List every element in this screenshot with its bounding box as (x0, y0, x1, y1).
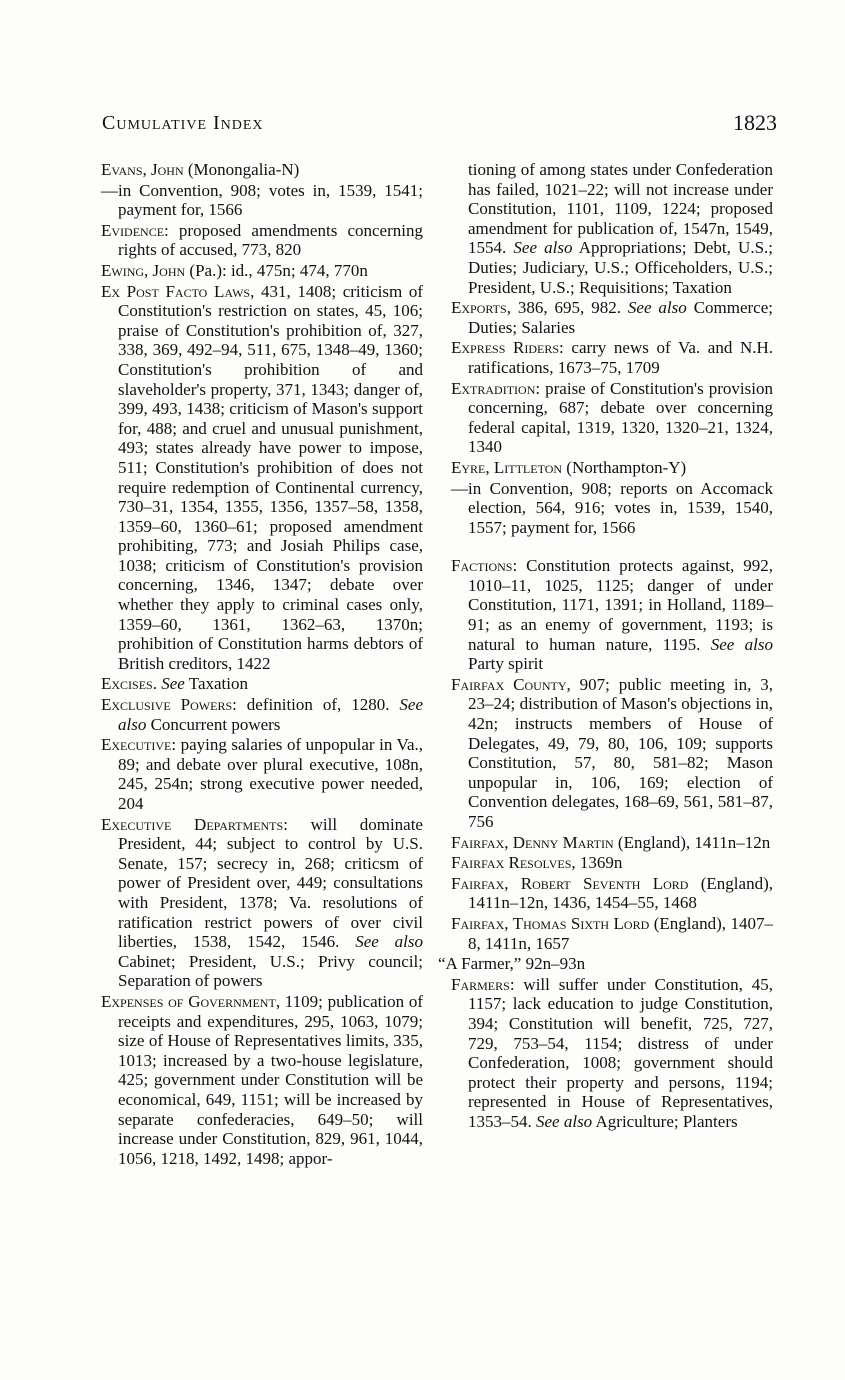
index-subentry: —in Convention, 908; reports on Accomack election, 564, 916; votes in, 1539, 1540, 1557; payment for, 1566 (451, 478, 773, 537)
index-entry: Farmers: will suffer under Constitution, 45, 1157; lack education to judge Constitution, 394; Constitution will benefit, 725, 727, 729, 753–54, 1154; distress of under Confederation, 1008; government should protect their property and persons, 1194; represented in House of Representatives, 1353–54. See also Agriculture; Planters (451, 974, 773, 1131)
index-entry: Fairfax Resolves, 1369n (451, 853, 623, 873)
index-entry: Fairfax, Robert Seventh Lord (England), 1411n–12n, 1436, 1454–55, 1468 (451, 873, 773, 913)
index-entry: Exclusive Powers: definition of, 1280. See also Concurrent powers (101, 695, 424, 734)
index-entry: Fairfax County, 907; public meeting in, 3, 23–24; distribution of Mason's objections in, 42n; instructs members of House of Delegates, 49, 79, 80, 106, 109; supports Constitution, 57, 80, 581–82; Mason unpopular in, 106, 169; election of Convention delegates, 168–69, 561, 581–87, 756 (451, 674, 773, 831)
index-entry: Excises. See Taxation (101, 674, 249, 694)
index-entry: Executive Departments: will dominate President, 44; subject to control by U.S. Senate, 157; secrecy in, 268; criticsm of power of President over, 449; consultations with President, 1378; Va. resolutions of ratification restrict powers of over civil liberties, 1538, 1542, 1546. See also Cabinet; President, U.S.; Privy council; Separation of powers (101, 814, 423, 991)
index-entry: Ex Post Facto Laws, 431, 1408; criticism of Constitution's restriction on states, 45, 106; praise of Constitution's prohibition of, 327, 338, 369, 492–94, 511, 675, 1348–49, 1360; Constitution's prohibition of and slaveholder's property, 371, 1343; danger of, 399, 493, 1438; criticism of Mason's support for, 488; and cruel and unusual punishment, 493; states already have power to impose, 511; Constitution's prohibition of does not require redemption of Continental currency, 730–31, 1354, 1355, 1356, 1357–58, 1358, 1359–60, 1360–61; proposed amendment prohibiting, 773; and Josiah Philips case, 1038; criticism of Constitution's provision concerning, 1346, 1347; debate over whether they apply to criminal cases only, 1359–60, 1361, 1362–63, 1370n; prohibition of Constitution harms debtors of British creditors, 1422 (101, 281, 423, 673)
index-entry: Evans, John (Monongalia-N) (101, 160, 300, 179)
index-subentry: —in Convention, 908; votes in, 1539, 1541; payment for, 1566 (101, 180, 423, 220)
index-entry: Fairfax, Thomas Sixth Lord (England), 1407–8, 1411n, 1657 (451, 913, 773, 953)
index-entry: Extradition: praise of Constitution's provision concerning, 687; debate over concerning federal capital, 1319, 1320, 1320–21, 1324, 1340 (451, 378, 773, 457)
running-head: Cumulative Index (102, 112, 264, 134)
index-column-right (438, 160, 774, 1133)
index-entry: Executive: paying salaries of unpopular in Va., 89; and debate over plural executive, 108n, 245, 254n; strong executive power needed, 204 (101, 735, 423, 813)
index-entry-continuation: tioning of among states under Confederation has failed, 1021–22; will not increase under Constitution, 1101, 1109, 1224; proposed amendment for publication of, 1547n, 1549, 1554. See also Appropriations; Debt, U.S.; Duties; Judiciary, U.S.; Officeholders, U.S.; President, U.S.; Requisitions; Taxation (468, 160, 774, 297)
index-entry: Evidence: proposed amendments concerning rights of accused, 773, 820 (101, 220, 423, 260)
index-entry: Expenses of Government, 1109; publication of receipts and expenditures, 295, 1063, 1079; size of House of Representatives limits, 335, 1013; increased by a two-house legislature, 425; government under Constitution will be economical, 649, 1151; will be increased by separate confederacies, 649–50; will increase under Constitution, 829, 961, 1044, 1056, 1218, 1492, 1498; appor- (101, 991, 423, 1168)
index-entry: Express Riders: carry news of Va. and N.H. ratifications, 1673–75, 1709 (451, 338, 773, 377)
index-entry: Ewing, John (Pa.): id., 475n; 474, 770n (101, 260, 368, 280)
page-header (102, 112, 777, 142)
index-entry: Fairfax, Denny Martin (England), 1411n–12n (451, 832, 771, 852)
page-number: 1823 (733, 110, 777, 135)
index-entry: Factions: Constitution protects against, 992, 1010–11, 1025, 1125; danger of under Constitution, 1171, 1391; in Holland, 1189–91; as an enemy of government, 1193; is natural to human nature, 1195. See also Party spirit (451, 556, 773, 674)
index-entry: “A Farmer,” 92n–93n (438, 954, 586, 974)
index-entry: Eyre, Littleton (Northampton-Y) (451, 457, 687, 477)
index-column-left (101, 160, 423, 1169)
index-entry: Exports, 386, 695, 982. See also Commerce; Duties; Salaries (451, 298, 773, 337)
